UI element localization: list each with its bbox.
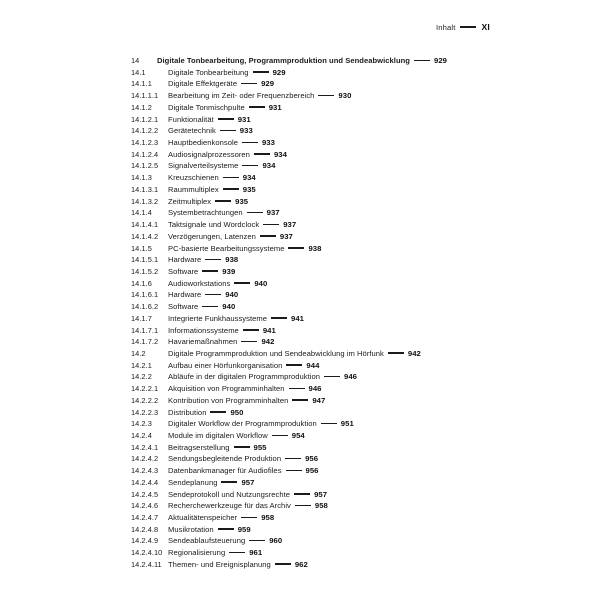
em-dash-rule-icon	[324, 376, 340, 378]
toc-entry[interactable]: 14.1.5.1 Hardware 938	[131, 255, 239, 265]
toc-entry-page: 946	[344, 372, 357, 382]
toc-entry[interactable]: 14.2.2.3 Distribution 950	[131, 407, 244, 417]
em-dash-rule-icon	[460, 26, 476, 28]
toc-entry-title: Abläufe in der digitalen Programmproduktion	[168, 372, 320, 382]
toc-entry-title: Akquisition von Programminhalten	[168, 384, 285, 394]
toc-entry-title: Datenbankmanager für Audiofiles	[168, 466, 282, 476]
em-dash-rule-icon	[242, 165, 258, 167]
toc-entry[interactable]: 14.1.6.1 Hardware 940	[131, 290, 239, 300]
toc-entry-title: Systembetrachtungen	[168, 208, 243, 218]
em-dash-rule-icon	[294, 493, 310, 495]
toc-entry-page: 941	[291, 313, 304, 323]
toc-entry-title: Hardware	[168, 255, 202, 265]
toc-entry[interactable]: 14.2.4.7 Aktualitätenspeicher 958	[131, 513, 275, 523]
toc-entry[interactable]: 14.2.2 Abläufe in der digitalen Programmproduktion 946	[131, 372, 357, 382]
em-dash-rule-icon	[242, 142, 258, 144]
em-dash-rule-icon	[234, 446, 250, 448]
toc-entry[interactable]: 14.2.4 Module im digitalen Workflow 954	[131, 431, 305, 440]
toc-entry-page: 958	[261, 513, 275, 523]
toc-entry-page: 929	[272, 67, 286, 77]
toc-entry[interactable]: 14.1.7.2 Havariemaßnahmen 942	[131, 337, 275, 347]
toc-entry[interactable]: 14.2.4.5 Sendeprotokoll und Nutzungsrechte 957	[131, 489, 328, 499]
toc-entry[interactable]: 14.1.7.1 Informationssysteme 941	[131, 325, 276, 335]
toc-entry[interactable]: 14.1.2.4 Audiosignalprozessoren 934	[131, 149, 287, 159]
toc-entry-page: 956	[305, 466, 319, 476]
em-dash-rule-icon	[205, 294, 221, 296]
em-dash-rule-icon	[221, 481, 237, 483]
toc-entry-title: Software	[168, 302, 199, 312]
toc-entry-page: 961	[249, 548, 263, 558]
toc-entry-page: 930	[338, 91, 352, 101]
toc-entry-page: 947	[312, 395, 326, 405]
toc-entry-title: Hardware	[168, 290, 202, 300]
toc-entry-title: Kontribution von Programminhalten	[168, 395, 289, 405]
toc-entry-page: 933	[261, 138, 275, 148]
em-dash-rule-icon	[275, 563, 291, 565]
toc-entry-title: Regionalisierung	[168, 548, 226, 558]
em-dash-rule-icon	[414, 60, 430, 62]
em-dash-rule-icon	[321, 423, 337, 425]
toc-entry-title: Themen- und Ereignisplanung	[168, 559, 271, 569]
toc-entry[interactable]: 14.2.4.3 Datenbankmanager für Audiofiles 956	[131, 466, 319, 476]
toc-entry[interactable]: 14.1.2.2 Gerätetechnik 933	[131, 126, 253, 136]
toc-entry-title: Digitale Tonmischpulte	[168, 102, 245, 112]
em-dash-rule-icon	[249, 540, 265, 542]
toc-entry-title: Sendungsbegleitende Produktion	[168, 454, 282, 464]
toc-entry[interactable]: 14.1.3 Kreuzschienen 934	[131, 173, 256, 183]
toc-entry[interactable]: 14 Digitale Tonbearbeitung, Programmproduktion und Sendeabwicklung 929	[131, 56, 447, 65]
toc-entry-title: Aufbau einer Hörfunkorganisation	[168, 360, 283, 370]
running-head	[0, 22, 490, 32]
toc-entry-title: Digitale Programmproduktion und Sendeabwicklung im Hörfunk	[168, 348, 384, 358]
toc-entry-page: 940	[222, 302, 236, 312]
em-dash-rule-icon	[286, 470, 302, 472]
toc-entry-title: Raummultiplex	[168, 184, 219, 194]
em-dash-rule-icon	[205, 259, 221, 261]
toc-entry-title: Kreuzschienen	[168, 173, 219, 183]
toc-entry[interactable]: 14.1.4.1 Taktsignale und Wordclock 937	[131, 220, 297, 230]
toc-entry-page: 959	[237, 524, 251, 534]
toc-entry[interactable]: 14.1.2.1 Funktionalität 931	[131, 114, 251, 124]
toc-entry-page: 938	[225, 255, 239, 265]
toc-entry-title: Recherchewerkzeuge für das Archiv	[168, 501, 291, 511]
em-dash-rule-icon	[210, 411, 226, 413]
toc-entry-page: 939	[222, 266, 236, 276]
toc-entry-title: Integrierte Funkhaussysteme	[168, 313, 268, 323]
toc-entry-page: 941	[262, 325, 276, 335]
toc-entry[interactable]: 14.1.7 Integrierte Funkhaussysteme 941	[131, 313, 304, 323]
em-dash-rule-icon	[220, 130, 236, 132]
toc-entry[interactable]: 14.1 Digitale Tonbearbeitung 929	[131, 67, 286, 77]
toc-entry[interactable]: 14.1.3.2 Zeitmultiplex 935	[131, 196, 249, 206]
em-dash-rule-icon	[289, 388, 305, 390]
em-dash-rule-icon	[234, 282, 250, 284]
em-dash-rule-icon	[223, 177, 239, 179]
toc-entry-page: 960	[269, 536, 283, 546]
toc-entry-page: 937	[279, 231, 293, 241]
toc-entry-page: 934	[273, 149, 287, 159]
toc-entry-page: 942	[261, 337, 275, 347]
toc-entry-title: Sendeplanung	[168, 477, 218, 487]
toc-entry-title: Digitale Effektgeräte	[168, 79, 238, 89]
toc-entry-page: 931	[268, 102, 282, 112]
toc-entry[interactable]: 14.1.2 Digitale Tonmischpulte 931	[131, 102, 282, 112]
toc-entry[interactable]: 14.2.1 Aufbau einer Hörfunkorganisation 944	[131, 360, 320, 370]
em-dash-rule-icon	[253, 71, 269, 73]
toc-entry-title: Bearbeitung im Zeit- oder Frequenzbereich	[168, 91, 315, 101]
toc-entry-title: Audioworkstations	[168, 278, 231, 288]
em-dash-rule-icon	[292, 399, 308, 401]
toc-entry-page: 956	[305, 454, 319, 464]
em-dash-rule-icon	[263, 224, 279, 226]
toc-entry[interactable]: 14.2.2.2 Kontribution von Programminhalten 947	[131, 395, 326, 405]
em-dash-rule-icon	[295, 505, 311, 507]
toc-entry-title: Digitale Tonbearbeitung, Programmproduktion und Sendeabwicklung	[157, 56, 410, 65]
em-dash-rule-icon	[223, 188, 239, 190]
toc-entry[interactable]: 14.1.1.1 Bearbeitung im Zeit- oder Frequenzbereich 930	[131, 91, 352, 101]
toc-entry-page: 955	[253, 442, 267, 452]
toc-entry[interactable]: 14.1.6.2 Software 940	[131, 302, 236, 312]
toc-entry-title: Informationssysteme	[168, 325, 239, 335]
em-dash-rule-icon	[254, 153, 270, 155]
toc-entry[interactable]: 14.2.4.6 Recherchewerkzeuge für das Archiv 958	[131, 501, 328, 511]
em-dash-rule-icon	[202, 306, 218, 308]
toc-entry-title: Funktionalität	[168, 114, 214, 124]
toc-entry[interactable]: 14.2.4.8 Musikrotation 959	[131, 524, 251, 534]
toc-entry[interactable]: 14.2.4.10 Regionalisierung 961	[131, 548, 263, 558]
toc-entry-title: Distribution	[168, 407, 207, 417]
toc-entry-page: 935	[242, 184, 256, 194]
toc-entry[interactable]: 14.1.6 Audioworkstations 940	[131, 278, 268, 288]
toc-entry-page: 958	[314, 501, 328, 511]
toc-entry[interactable]: 14.2.4.1 Beitragserstellung 955	[131, 442, 267, 452]
toc-entry[interactable]: 14.2.4.2 Sendungsbegleitende Produktion 956	[131, 454, 319, 464]
toc-entry-page: 946	[308, 384, 322, 394]
em-dash-rule-icon	[202, 270, 218, 272]
toc-entry-title: PC-basierte Bearbeitungssysteme	[168, 243, 285, 253]
toc-entry-page: 938	[308, 243, 322, 253]
toc-entry-title: Verzögerungen, Latenzen	[168, 231, 256, 241]
page-folio: XI	[481, 22, 490, 32]
toc-entry-page: 957	[314, 489, 328, 499]
toc-entry-page: 935	[235, 196, 249, 206]
toc-entry-title: Module im digitalen Workflow	[168, 431, 268, 440]
toc-entry-title: Digitaler Workflow der Programmproduktion	[168, 419, 317, 429]
toc-entry[interactable]: 14.1.5.2 Software 939	[131, 266, 236, 276]
toc-entry-title: Beitragserstellung	[168, 442, 230, 452]
em-dash-rule-icon	[318, 95, 334, 97]
toc-entry-page: 934	[262, 161, 276, 171]
toc-entry-page: 957	[241, 477, 255, 487]
toc-entry[interactable]: 14.2 Digitale Programmproduktion und Sendeabwicklung im Hörfunk 942	[131, 348, 421, 358]
toc-entry-title: Software	[168, 266, 199, 276]
toc-entry-page: 933	[239, 126, 253, 136]
em-dash-rule-icon	[243, 329, 259, 331]
toc-entry[interactable]: 14.1.1 Digitale Effektgeräte 929	[131, 79, 275, 89]
toc-entry[interactable]: 14.1.2.3 Hauptbedienkonsole 933	[131, 138, 275, 148]
toc-entry-title: Havariemaßnahmen	[168, 337, 238, 347]
em-dash-rule-icon	[249, 106, 265, 108]
toc-entry-title: Musikrotation	[168, 524, 214, 534]
em-dash-rule-icon	[247, 212, 263, 214]
toc-entry-title: Aktualitätenspeicher	[168, 513, 238, 523]
toc-entry[interactable]: 14.2.4.9 Sendeablaufsteuerung 960	[131, 536, 283, 546]
toc-entry-title: Gerätetechnik	[168, 126, 216, 136]
toc-entry-page: 954	[291, 431, 305, 440]
running-head-label: Inhalt	[435, 23, 456, 32]
toc-entry[interactable]: 14.1.5 PC-basierte Bearbeitungssysteme 938	[131, 243, 322, 253]
toc-entry-page: 934	[242, 173, 256, 183]
em-dash-rule-icon	[286, 364, 302, 366]
toc-entry-page: 937	[283, 220, 297, 230]
em-dash-rule-icon	[218, 118, 234, 120]
em-dash-rule-icon	[271, 317, 287, 319]
toc-entry[interactable]: 14.1.3.1 Raummultiplex 935	[131, 184, 256, 194]
toc-entry-title: Zeitmultiplex	[168, 196, 212, 206]
toc-entry-title: Taktsignale und Wordclock	[168, 220, 260, 230]
em-dash-rule-icon	[285, 458, 301, 460]
toc-entry-title: Audiosignalprozessoren	[168, 149, 250, 159]
em-dash-rule-icon	[241, 83, 257, 85]
toc-entry[interactable]: 14.2.4.4 Sendeplanung 957	[131, 477, 255, 487]
em-dash-rule-icon	[388, 352, 404, 354]
toc-entry-title: Sendeablaufsteuerung	[168, 536, 246, 546]
toc-entry[interactable]: 14.2.3 Digitaler Workflow der Programmproduktion 951	[131, 419, 354, 429]
toc-entry-page: 940	[254, 278, 268, 288]
toc-entry[interactable]: 14.2.2.1 Akquisition von Programminhalten 946	[131, 384, 322, 394]
toc-entry-page: 929	[434, 56, 447, 65]
em-dash-rule-icon	[218, 528, 234, 530]
em-dash-rule-icon	[229, 552, 245, 554]
toc-entry-page: 950	[230, 407, 244, 417]
em-dash-rule-icon	[241, 517, 257, 519]
toc-entry[interactable]: 14.1.4 Systembetrachtungen 937	[131, 208, 280, 218]
toc-entry-page: 931	[237, 114, 251, 124]
toc-entry-page: 951	[340, 419, 354, 429]
em-dash-rule-icon	[272, 435, 288, 437]
toc-entry-page: 942	[407, 348, 421, 358]
em-dash-rule-icon	[215, 200, 231, 202]
toc-entry-page: 962	[294, 559, 308, 569]
toc-entry-title: Signalverteilsysteme	[168, 161, 239, 171]
toc-entry[interactable]: 14.1.4.2 Verzögerungen, Latenzen 937	[131, 231, 293, 241]
toc-entry-title: Sendeprotokoll und Nutzungsrechte	[168, 489, 291, 499]
toc-entry-title: Hauptbedienkonsole	[168, 138, 238, 148]
toc-entry-page: 940	[225, 290, 239, 300]
toc-entry-page: 937	[266, 208, 280, 218]
toc-entry[interactable]: 14.2.4.11 Themen- und Ereignisplanung 962	[131, 559, 308, 569]
em-dash-rule-icon	[260, 235, 276, 237]
toc-entry-page: 929	[261, 79, 275, 89]
em-dash-rule-icon	[241, 341, 257, 343]
toc-list	[131, 55, 551, 571]
toc-entry-page: 944	[306, 360, 320, 370]
em-dash-rule-icon	[288, 247, 304, 249]
toc-entry[interactable]: 14.1.2.5 Signalverteilsysteme 934	[131, 161, 276, 171]
toc-entry-title: Digitale Tonbearbeitung	[168, 67, 249, 77]
